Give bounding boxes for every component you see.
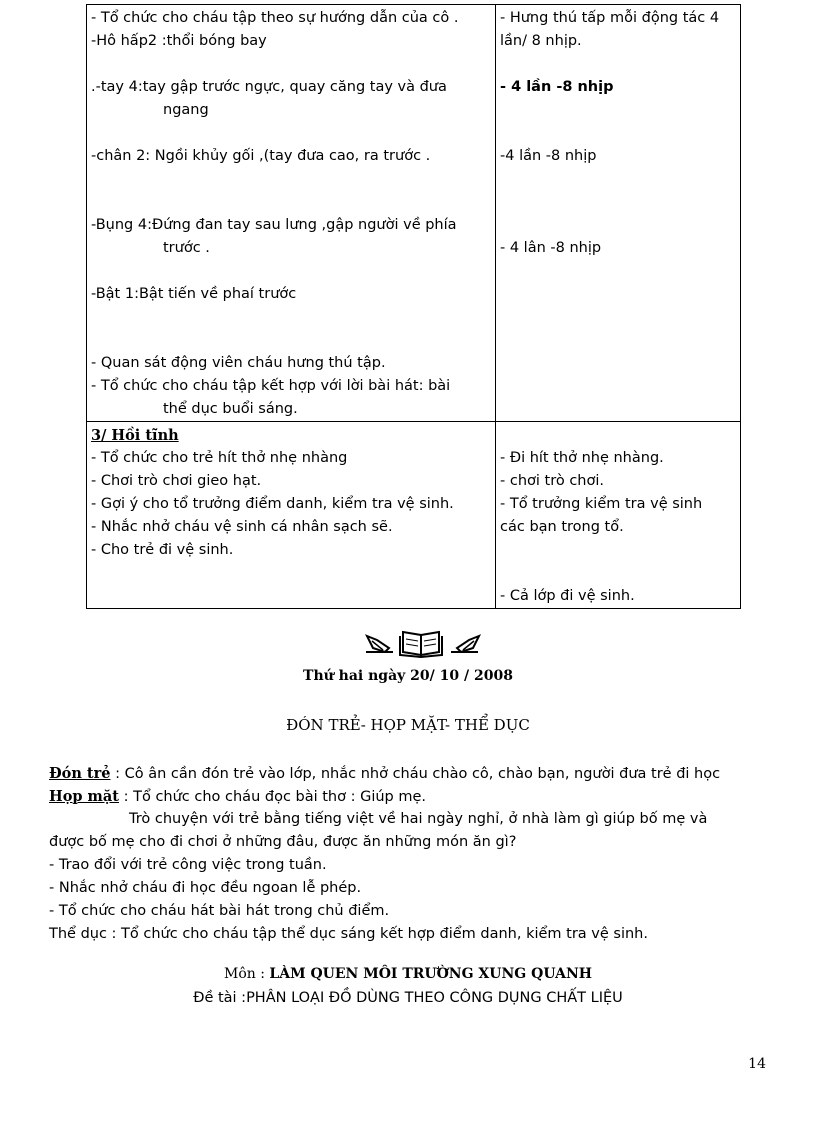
writing-hand-icon [451, 636, 479, 652]
text-line: - Tổ chức cho cháu tập theo sự hướng dẫn của cô . [91, 10, 459, 26]
text-line: - Gợi ý cho tổ trưởng điểm danh, kiểm tra vệ sinh. [91, 496, 454, 512]
text-line: các bạn trong tổ. [500, 519, 624, 535]
text-line: trước . [163, 240, 210, 256]
topic-line: Đề tài :PHÂN LOẠI ĐỒ DÙNG THEO CÔNG DỤNG CHẤT LIỆU [193, 990, 623, 1006]
text-line: - Quan sát động viên cháu hưng thú tập. [91, 355, 386, 371]
text-line: - Cho trẻ đi vệ sinh. [91, 542, 234, 558]
table-row [87, 422, 741, 609]
left-cell [87, 5, 496, 422]
body-text [49, 762, 789, 946]
writing-hand-icon [366, 636, 393, 652]
text-line: - Đi hít thở nhẹ nhàng. [500, 450, 664, 466]
text-line: - Nhắc nhở cháu vệ sinh cá nhân sạch sẽ. [91, 519, 393, 535]
text-line: - Cả lớp đi vệ sinh. [500, 588, 635, 604]
text-line: thể dục buổi sáng. [163, 401, 298, 417]
paragraph-line: - Trao đổi với trẻ công việc trong tuần. [49, 857, 327, 873]
text-line: -Bụng 4:Đứng đan tay sau lưng ,gập người về phía [91, 217, 457, 233]
decoration [363, 628, 483, 658]
paragraph-line [49, 785, 789, 808]
open-book-icon [400, 632, 442, 657]
paragraph-line: - Nhắc nhở cháu đi học đều ngoan lễ phép. [49, 880, 362, 896]
right-cell [496, 422, 741, 609]
text-line: - Tổ chức cho trẻ hít thở nhẹ nhàng [91, 450, 348, 466]
text-line: - Chơi trò chơi gieo hạt. [91, 473, 262, 489]
text-line: - Tổ trưởng kiểm tra vệ sinh [500, 496, 703, 512]
left-cell [87, 422, 496, 609]
right-cell [496, 5, 741, 422]
text-span: : Cô ân cần đón trẻ vào lớp, nhắc nhở cháu chào cô, chào bạn, người đưa trẻ đi học [110, 766, 721, 782]
activity-table [86, 4, 741, 609]
subject-title: LÀM QUEN MÔI TRƯỜNG XUNG QUANH [269, 966, 592, 982]
subject-prefix: Môn : [224, 966, 270, 982]
text-line: ngang [163, 102, 209, 118]
text-span: : Tổ chức cho cháu đọc bài thơ : Giúp mẹ. [119, 789, 427, 805]
text-line: - Hưng thú tấp mỗi động tác 4 [500, 10, 720, 26]
text-line: -chân 2: Ngồi khủy gối ,(tay đưa cao, ra trước . [91, 148, 431, 164]
date-line: Thứ hai ngày 20/ 10 / 2008 [303, 668, 513, 684]
text-line: - chơi trò chơi. [500, 473, 604, 489]
table-row [87, 5, 741, 422]
section-heading: 3/ Hồi tĩnh [91, 427, 179, 444]
label-hop-mat: Họp mặt [49, 788, 119, 805]
text-line: - 4 lân -8 nhịp [500, 240, 602, 256]
text-line: - 4 lần -8 nhịp [500, 79, 614, 95]
paragraph-line: Trò chuyện với trẻ bằng tiếng việt về hai ngày nghỉ, ở nhà làm gì giúp bố mẹ và [129, 811, 708, 827]
text-line: -Bật 1:Bật tiến về phaí trước [91, 286, 297, 302]
text-line: - Tổ chức cho cháu tập kết hợp với lời bài hát: bài [91, 378, 451, 394]
text-line: -4 lần -8 nhịp [500, 148, 597, 164]
paragraph-line [49, 762, 789, 785]
paragraph-line: Thể dục : Tổ chức cho cháu tập thể dục sáng kết hợp điểm danh, kiểm tra vệ sinh. [49, 926, 648, 942]
text-line: .-tay 4:tay gập trước ngực, quay căng tay và đưa [91, 79, 447, 95]
paragraph-line: - Tổ chức cho cháu hát bài hát trong chủ điểm. [49, 903, 390, 919]
text-line: lần/ 8 nhịp. [500, 33, 582, 49]
paragraph-line: được bố mẹ cho đi chơi ở những đâu, được ăn những món ăn gì? [49, 834, 517, 850]
page-number: 14 [748, 1056, 766, 1072]
section-title: ĐÓN TRẺ- HỌP MẶT- THỂ DỤC [286, 716, 530, 734]
subject-line [0, 966, 816, 982]
label-don-tre: Đón trẻ [49, 765, 111, 782]
text-line: -Hô hấp2 :thổi bóng bay [91, 33, 267, 49]
